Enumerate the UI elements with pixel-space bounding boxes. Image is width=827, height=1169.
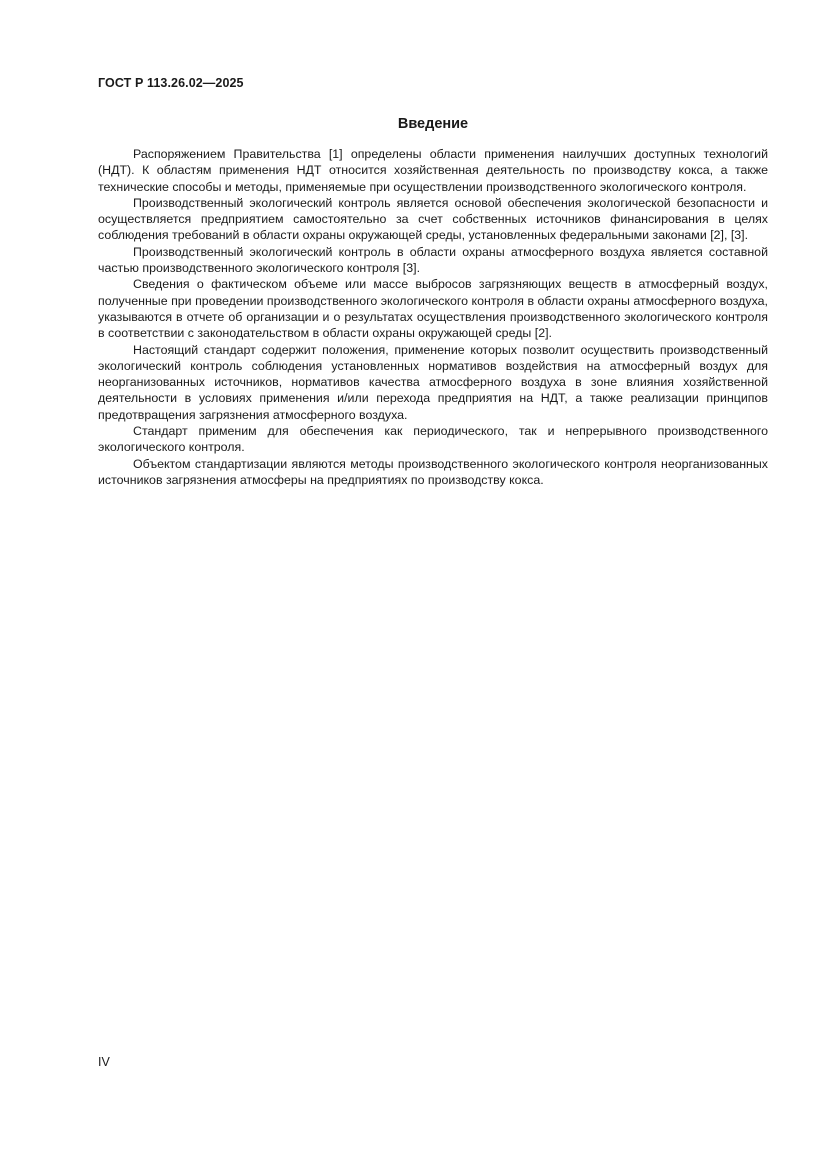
paragraph: Стандарт применим для обеспечения как периодического, так и непрерывного производственного экологического контроля. [98, 424, 768, 455]
paragraph: Производственный экологический контроль является основой обеспечения экологической безопасности и осуществляется предприятием самостоятельно за счет собственных источников финансирования в целях соблюдения требований в области охраны окружающей среды, установленных федеральными законами [2], [3]. [98, 195, 768, 243]
page-number: IV [98, 1055, 110, 1069]
paragraph: Объектом стандартизации являются методы производственного экологического контроля неорганизованных источников загрязнения атмосферы на предприятиях по производству кокса. [98, 456, 768, 487]
paragraph: Сведения о фактическом объеме или массе выбросов загрязняющих веществ в атмосферный воздух, полученные при проведении производственного экологического контроля в области охраны атмосферного воздуха, указываются в отчете об организации и о результатах осуществления производственного экологического контроля в соответствии с законодательством в области охраны окружающей среды [2]. [98, 277, 768, 341]
section-body [98, 146, 768, 488]
paragraph: Настоящий стандарт содержит положения, применение которых позволит осуществить производственный экологический контроль соблюдения установленных нормативов воздействия на атмосферный воздух для неорганизованных источников, нормативов качества атмосферного воздуха в зоне влияния хозяйственной деятельности в условиях применения и/или перехода предприятия на НДТ, а также реализации принципов предотвращения загрязнения атмосферного воздуха. [98, 342, 768, 422]
paragraph: Производственный экологический контроль в области охраны атмосферного воздуха является составной частью производственного экологического контроля [3]. [98, 244, 768, 276]
paragraph: Распоряжением Правительства [1] определены области применения наилучших доступных технологий (НДТ). К областям применения НДТ относится хозяйственная деятельность по производству кокса, а также технические способы и методы, применяемые при осуществлении производственного экологического контроля. [98, 147, 768, 194]
document-code: ГОСТ Р 113.26.02—2025 [98, 76, 244, 90]
section-title: Введение [397, 116, 469, 132]
